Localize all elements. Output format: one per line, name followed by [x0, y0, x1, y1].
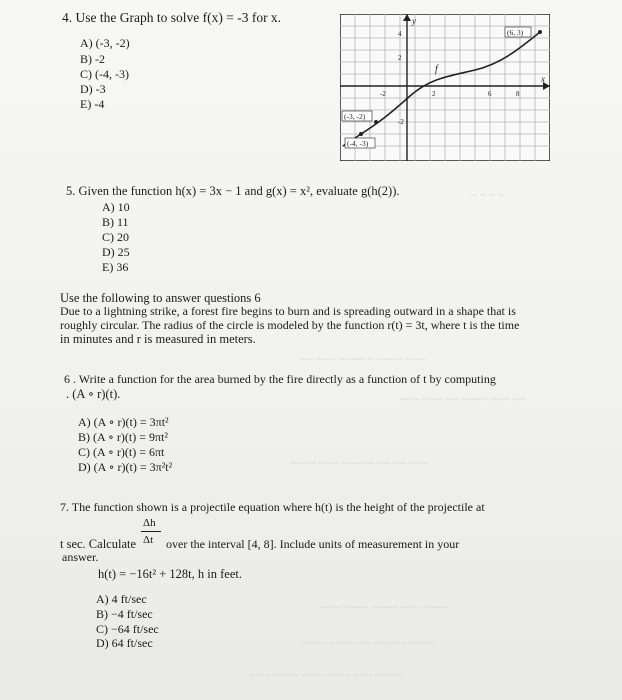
point-m3-m2: [374, 120, 378, 124]
q7-choice-d: D) 64 ft/sec: [96, 636, 153, 650]
q6-choice-d: D) (A ∘ r)(t) = 3π²t²: [78, 460, 173, 474]
point-label-6-3: (6, 3): [507, 28, 524, 37]
x-tick-2: 2: [432, 90, 436, 98]
point-label-m4-m3: (-4, -3): [347, 139, 369, 148]
y-tick-m2: -2: [398, 118, 404, 126]
bleed-through-text: ~~~~ ~~~~ ~~ ~~~~ ~~~~~: [300, 636, 436, 650]
bleed-through-text: ~~~ ~~~ ~~ ~~~~ ~~~ ~~: [400, 392, 526, 406]
q4-choice-a: A) (-3, -2): [80, 36, 130, 50]
bleed-through-text: ~ ~ ~ ~: [470, 188, 505, 202]
passage-line-1: Due to a lightning strike, a forest fire begins to burn and is spreading outward in a shape that is: [60, 304, 516, 318]
q4-choice-b: B) -2: [80, 52, 105, 66]
q6-choice-b: B) (A ∘ r)(t) = 9πt²: [78, 430, 168, 444]
q6-choice-a: A) (A ∘ r)(t) = 3πt²: [78, 415, 169, 429]
q6-prompt-line-1: 6 . Write a function for the area burned by the fire directly as a function of t by computing: [64, 372, 496, 386]
point-label-m3-m2: (-3, -2): [344, 112, 366, 121]
q6-prompt-line-2: . (A ∘ r)(t).: [66, 387, 121, 401]
point-m4-m3: [359, 132, 363, 136]
q4-choice-d: D) -3: [80, 82, 106, 96]
q7-choice-b: B) −4 ft/sec: [96, 607, 153, 621]
y-axis-label: y: [412, 16, 416, 26]
bleed-through-text: ~~~ ~~~~ ~~~~ ~~~ ~~~~: [320, 600, 449, 614]
bleed-through-text: ~~ ~~~ ~~~~ ~ ~~~~ ~~~: [300, 352, 426, 366]
q7-fraction-numerator: Δh: [143, 517, 156, 529]
q6-choice-c: C) (A ∘ r)(t) = 6πt: [78, 445, 165, 459]
x-tick-m2: -2: [380, 90, 386, 98]
q7-prompt-line-3: answer.: [62, 550, 99, 564]
q5-choice-e: E) 36: [102, 260, 129, 274]
q5-choice-a: A) 10: [102, 200, 130, 214]
q7-choice-c: C) −64 ft/sec: [96, 622, 159, 636]
q5-choice-b: B) 11: [102, 215, 129, 229]
x-axis-label: x: [541, 74, 545, 84]
q4-choice-e: E) -4: [80, 97, 105, 111]
q7-fraction-bar: [141, 531, 161, 532]
x-tick-6: 6: [488, 90, 492, 98]
point-6-3: [538, 30, 542, 34]
y-tick-4: 4: [398, 30, 402, 38]
q7-fraction-denominator: Δt: [143, 534, 154, 546]
f-label: f: [435, 64, 438, 75]
q7-prompt-line-2b: over the interval [4, 8]. Include units of measurement in your: [166, 537, 460, 551]
q4-choice-c: C) (-4, -3): [80, 67, 129, 81]
q5-prompt: 5. Given the function h(x) = 3x − 1 and g(x) = x², evaluate g(h(2)).: [66, 184, 400, 198]
q4-prompt: 4. Use the Graph to solve f(x) = -3 for x.: [62, 10, 282, 25]
q4-function-graph: [340, 14, 550, 161]
x-tick-8: 8: [516, 90, 520, 98]
bleed-through-text: ~~~~ ~~~ ~~~~~ ~~ ~~ ~~~: [290, 456, 429, 470]
q5-choice-c: C) 20: [102, 230, 129, 244]
passage-line-2: roughly circular. The radius of the circle is modeled by the function r(t) = 3t, where t is the time: [60, 318, 520, 332]
bleed-through-text: ~~~ ~~~~ ~~~ ~~~~ ~~~ ~~~~: [250, 668, 402, 682]
passage-heading: Use the following to answer questions 6: [60, 291, 261, 305]
y-tick-2: 2: [398, 54, 402, 62]
passage-line-3: in minutes and r is measured in meters.: [60, 332, 256, 346]
q7-choice-a: A) 4 ft/sec: [96, 592, 147, 606]
q7-prompt-line-2a: t sec. Calculate: [60, 537, 137, 551]
q5-choice-d: D) 25: [102, 245, 130, 259]
q7-equation: h(t) = −16t² + 128t, h in feet.: [98, 567, 242, 581]
q7-prompt-line-1: 7. The function shown is a projectile equation where h(t) is the height of the projectile at: [60, 500, 485, 514]
